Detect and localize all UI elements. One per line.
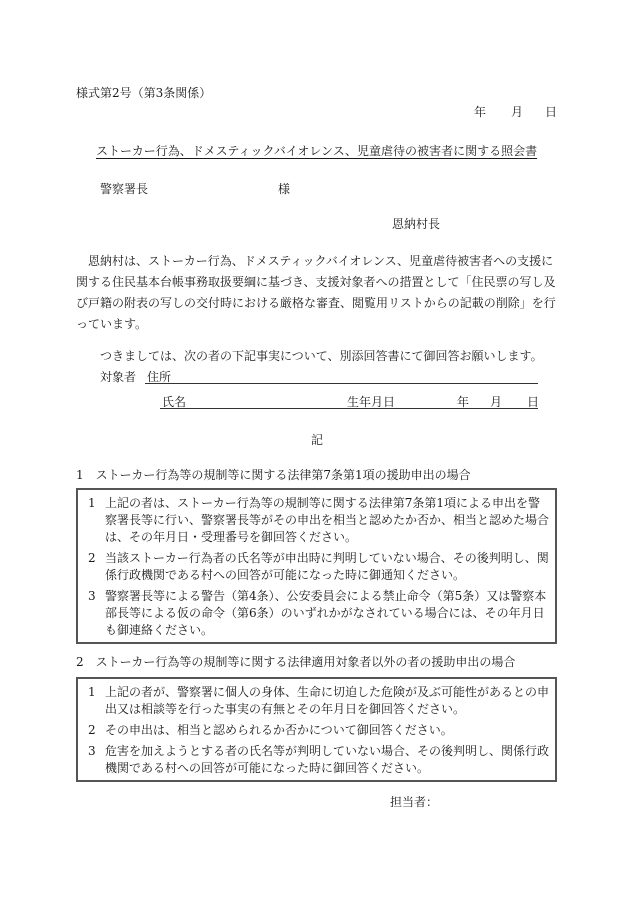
contact-label: 担当者： [390,795,439,809]
section-1-item [88,495,549,546]
section-1-item [88,588,549,639]
recipient-label: 警察署長 [100,182,149,196]
form-number: 様式第2号（第3条関係） [76,86,212,100]
intro-paragraph: 恩納村は、ストーカー行為、ドメスティックバイオレンス、児童虐待被害者への支援に関する住民基本台帳事務取扱要綱に基づき、支援対象者への措置として「住民票の写し及び戸籍の附表の写しの交付時における厳格な審査、閲覧用リストからの記載の削除」を行っています。 [76,254,556,331]
sender-name: 恩納村長 [392,217,441,231]
item-text: 上記の者が、警察署に個人の身体、生命に切迫した危険が及ぶ可能性があるとの申出又は相談等を行った事実の有無とその年月日を御回答ください。 [105,685,550,716]
item-text: その申出は、相当と認められるか否かについて御回答ください。 [105,723,453,737]
item-number: 1 [88,496,96,510]
item-text: 上記の者は、ストーカー行為等の規制等に関する法律第7条第1項による申出を警察署長等に行い、警察署長等がその申出を相当と認めたか否か、相当と認めた場合は、その年月日・受理番号を御回答ください。 [105,496,550,544]
name-label: 氏名 [162,395,187,409]
birth-year-label: 年 [457,395,470,409]
address-label: 住所 [147,370,172,384]
birthdate-label: 生年月日 [347,395,396,409]
section-1-item [88,550,549,584]
section-2-item [88,743,549,777]
section-2-item [88,722,549,739]
section-2-heading: 2 ストーカー行為等の規制等に関する法律適用対象者以外の者の援助申出の場合 [76,655,516,669]
birth-month-label: 月 [490,395,503,409]
item-number: 3 [88,589,96,603]
item-number: 3 [88,744,96,758]
section-2-box [76,677,557,782]
birth-day-label: 日 [527,395,540,409]
date-month-label: 月 [511,105,524,119]
name-underline [160,408,538,409]
ki-mark: 記 [311,433,324,447]
section-1-box [76,488,557,644]
section-1-heading: 1 ストーカー行為等の規制等に関する法律第7条第1項の援助申出の場合 [76,468,471,482]
document-title: ストーカー行為、ドメスティックバイオレンス、児童虐待の被害者に関する照会書 [96,144,538,158]
item-number: 2 [88,723,96,737]
request-line: つきましては、次の者の下記事実について、別添回答書にて御回答お願いします。 [100,349,543,363]
item-number: 2 [88,551,96,565]
recipient-honorific: 様 [278,182,291,196]
date-day-label: 日 [545,105,558,119]
address-underline [145,383,538,384]
item-text: 当該ストーカー行為者の氏名等が申出時に判明していない場合、その後判明し、関係行政機関である村への回答が可能になった時に御通知ください。 [105,551,549,582]
item-number: 1 [88,685,96,699]
date-year-label: 年 [474,105,487,119]
item-text: 危害を加えようとする者の氏名等が判明していない場合、その後判明し、関係行政機関である村への回答が可能になった時に御回答ください。 [105,744,550,775]
subject-label: 対象者 [100,370,137,384]
item-text: 警察署長等による警告（第4条）、公安委員会による禁止命令（第5条）又は警察本部長等による仮の命令（第6条）のいずれかがなされている場合には、その年月日も御連絡ください。 [105,589,547,637]
section-2-item [88,684,549,718]
